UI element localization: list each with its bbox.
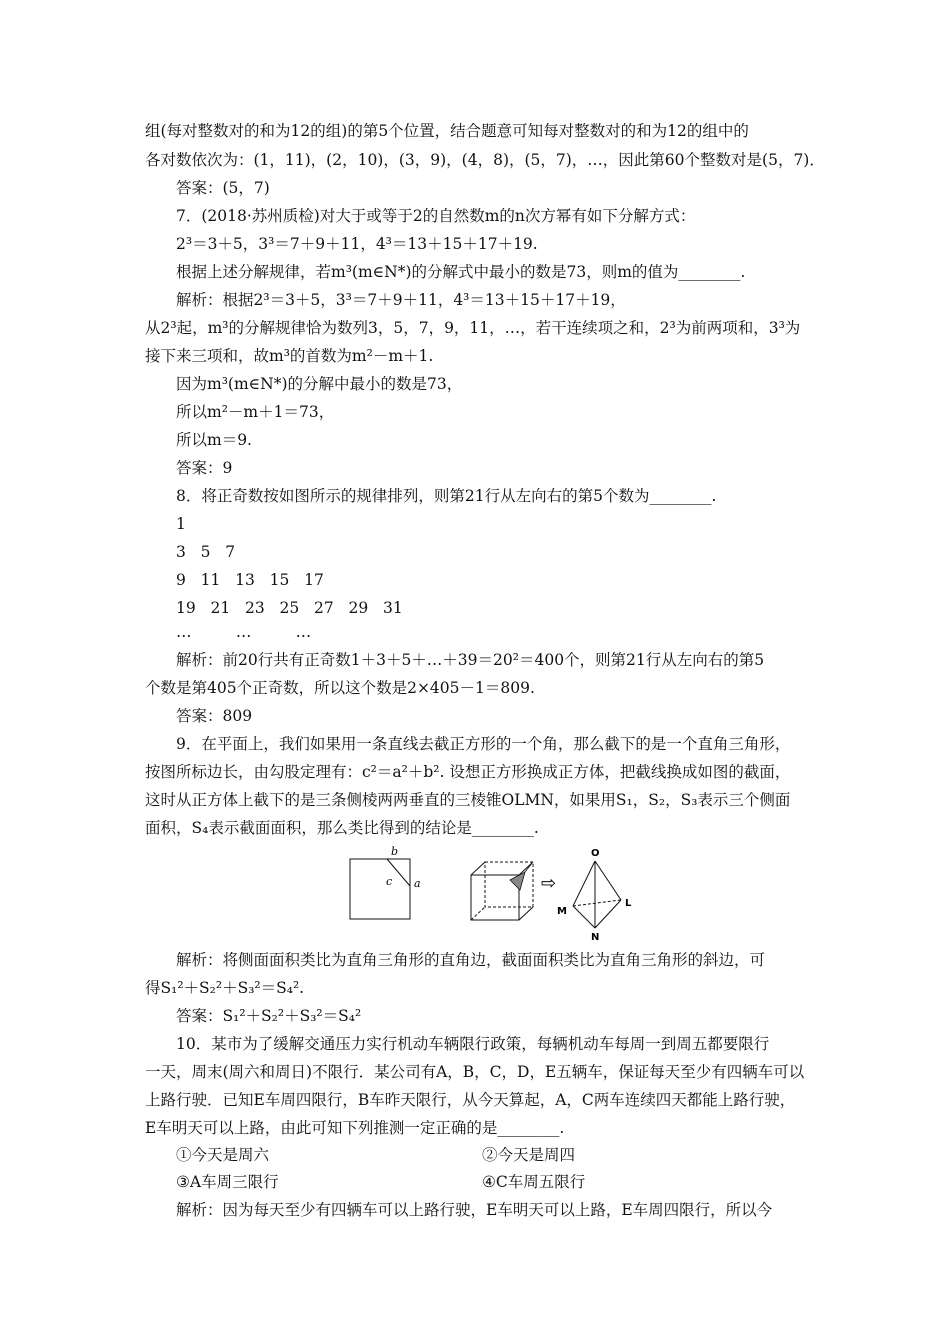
text-line: 面积，S₄表示截面面积，那么类比得到的结论是________. [145, 819, 539, 837]
question-9: 9．在平面上，我们如果用一条直线去截正方形的一个角，那么截下的是一个直角三角形， [176, 735, 791, 753]
option-4: ④C车周五限行 [482, 1173, 586, 1191]
text-line: 从2³起，m³的分解规律恰为数列3，5，7，9，11，…，若干连续项之和，2³为前两项和，3³为 [145, 319, 801, 337]
text-line: 这时从正方体上截下的是三条侧棱两两垂直的三棱锥OLMN，如果用S₁，S₂，S₃表示三个侧面 [145, 791, 791, 809]
label-O: O [591, 848, 600, 859]
label-c: c [386, 875, 393, 888]
label-L: L [625, 898, 632, 909]
text-line: E车明天可以上路，由此可知下列推测一定正确的是________. [145, 1119, 565, 1137]
text-line: 因为m³(m∈N*)的分解中最小的数是73， [176, 375, 463, 393]
text-line: 组(每对整数对的和为12的组)的第5个位置，结合题意可知每对整数对的和为12的组中的 [145, 122, 749, 140]
text-line: 接下来三项和，故m³的首数为m²－m＋1. [145, 347, 434, 365]
text-line: 各对数依次为：(1，11)，(2，10)，(3，9)，(4，8)，(5，7)，…，因此第60个整数对是(5，7)． [145, 151, 825, 169]
label-a: a [414, 877, 421, 890]
solution-line: 解析：前20行共有正奇数1＋3＋5＋…＋39＝20²＝400个，则第21行从左向右的第5 [176, 651, 765, 669]
odd-triangle-row: … … … [176, 623, 312, 641]
text-line: 2³＝3＋5，3³＝7＋9＋11，4³＝13＋15＋17＋19. [176, 235, 538, 253]
text-line: 上路行驶．已知E车周四限行，B车昨天限行，从今天算起，A，C两车连续四天都能上路行驶， [145, 1091, 796, 1109]
option-2: ②今天是周四 [482, 1146, 576, 1164]
text-line: 所以m²－m＋1＝73， [176, 403, 335, 421]
question-10: 10．某市为了缓解交通压力实行机动车辆限行政策，每辆机动车每周一到周五都要限行 [176, 1035, 770, 1053]
figure-square-and-tetrahedron [345, 842, 645, 952]
odd-triangle-row: 9 11 13 15 17 [176, 571, 324, 589]
text-line: 得S₁²＋S₂²＋S₃²＝S₄². [145, 979, 305, 997]
solution-line: 解析：根据2³＝3＋5，3³＝7＋9＋11，4³＝13＋15＋17＋19， [176, 291, 626, 309]
answer-line: 答案：S₁²＋S₂²＋S₃²＝S₄² [176, 1007, 362, 1025]
question-7: 7．(2018·苏州质检)对大于或等于2的自然数m的n次方幂有如下分解方式： [176, 207, 696, 225]
label-N: N [591, 932, 600, 943]
option-1: ①今天是周六 [176, 1146, 270, 1164]
solution-line: 解析：将侧面面积类比为直角三角形的直角边，截面面积类比为直角三角形的斜边，可 [176, 951, 766, 969]
label-b: b [391, 845, 399, 858]
option-3: ③A车周三限行 [176, 1173, 279, 1191]
question-8: 8．将正奇数按如图所示的规律排列，则第21行从左向右的第5个数为________. [176, 487, 717, 505]
text-line: 个数是第405个正奇数，所以这个数是2×405－1＝809. [145, 679, 535, 697]
odd-triangle-row: 1 [176, 515, 186, 533]
answer-line: 答案：809 [176, 707, 253, 725]
odd-triangle-row: 19 21 23 25 27 29 31 [176, 599, 403, 617]
text-line: 一天，周末(周六和周日)不限行．某公司有A，B，C，D，E五辆车，保证每天至少有四辆车可以 [145, 1063, 805, 1081]
answer-line: 答案：9 [176, 459, 233, 477]
odd-triangle-row: 3 5 7 [176, 543, 236, 561]
arrow-icon: ⇨ [541, 873, 557, 894]
solution-line: 解析：因为每天至少有四辆车可以上路行驶，E车明天可以上路，E车周四限行，所以今 [176, 1201, 773, 1219]
text-line: 所以m＝9. [176, 431, 252, 449]
text-line: 根据上述分解规律，若m³(m∈N*)的分解式中最小的数是73，则m的值为________. [176, 263, 746, 281]
label-M: M [557, 906, 567, 917]
text-line: 按图所标边长，由勾股定理有：c²＝a²＋b². 设想正方形换成正方体，把截线换成如图的截面， [145, 763, 791, 781]
answer-line: 答案：(5，7) [176, 179, 270, 197]
geometry-figure [345, 842, 645, 952]
